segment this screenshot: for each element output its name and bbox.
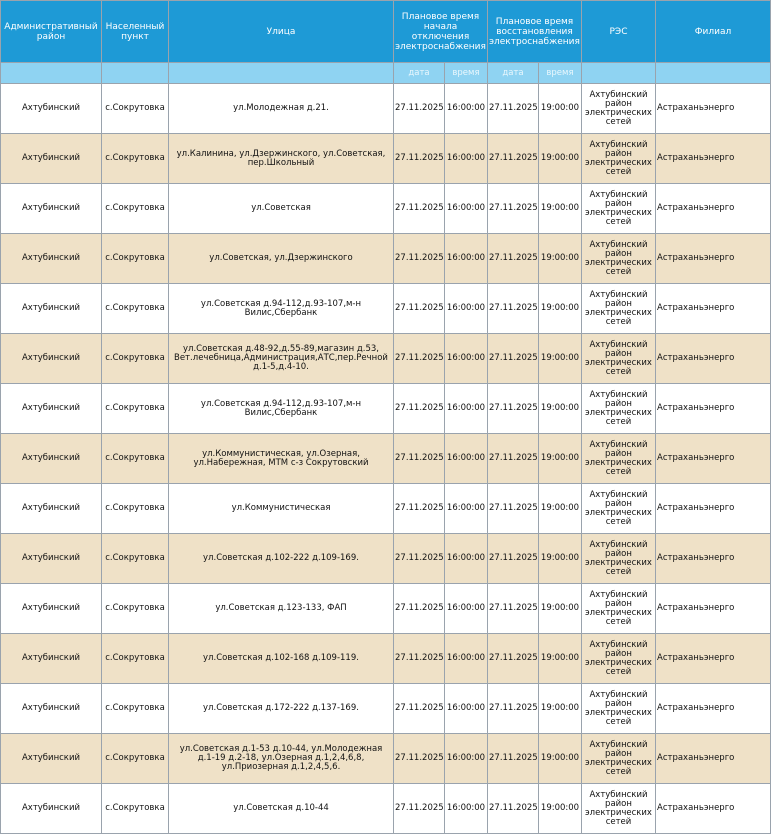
cell-off-time: 16:00:00 xyxy=(445,134,488,184)
table-row xyxy=(1,334,771,384)
cell-on-date: 27.11.2025 xyxy=(488,634,539,684)
cell-on-time: 19:00:00 xyxy=(539,584,582,634)
cell-street: ул.Советская д.10-44 xyxy=(169,784,394,834)
table-row xyxy=(1,684,771,734)
cell-street: ул.Коммунистическая, ул.Озерная, ул.Набережная, МТМ с-з Сокрутовский xyxy=(169,434,394,484)
cell-district: Ахтубинский xyxy=(1,484,102,534)
cell-off-date: 27.11.2025 xyxy=(394,184,445,234)
cell-district: Ахтубинский xyxy=(1,534,102,584)
cell-off-time: 16:00:00 xyxy=(445,634,488,684)
cell-off-time: 16:00:00 xyxy=(445,284,488,334)
cell-off-time: 16:00:00 xyxy=(445,734,488,784)
cell-off-date: 27.11.2025 xyxy=(394,134,445,184)
table-header xyxy=(1,1,771,84)
cell-on-date: 27.11.2025 xyxy=(488,584,539,634)
cell-district: Ахтубинский xyxy=(1,684,102,734)
cell-district: Ахтубинский xyxy=(1,84,102,134)
cell-res: Ахтубинский район электрических сетей xyxy=(582,384,656,434)
cell-settlement: с.Сокрутовка xyxy=(102,234,169,284)
cell-off-date: 27.11.2025 xyxy=(394,584,445,634)
cell-district: Ахтубинский xyxy=(1,584,102,634)
cell-street: ул.Советская д.172-222 д.137-169. xyxy=(169,684,394,734)
cell-settlement: с.Сокрутовка xyxy=(102,334,169,384)
cell-street: ул.Советская д.94-112,д.93-107,м-н Вилис,Сбербанк xyxy=(169,284,394,334)
cell-off-time: 16:00:00 xyxy=(445,234,488,284)
cell-on-date: 27.11.2025 xyxy=(488,184,539,234)
cell-on-date: 27.11.2025 xyxy=(488,134,539,184)
cell-settlement: с.Сокрутовка xyxy=(102,584,169,634)
cell-res: Ахтубинский район электрических сетей xyxy=(582,534,656,584)
cell-res: Ахтубинский район электрических сетей xyxy=(582,334,656,384)
cell-branch: Астраханьэнерго xyxy=(656,334,771,384)
cell-branch: Астраханьэнерго xyxy=(656,434,771,484)
cell-off-date: 27.11.2025 xyxy=(394,84,445,134)
cell-district: Ахтубинский xyxy=(1,334,102,384)
cell-res: Ахтубинский район электрических сетей xyxy=(582,584,656,634)
cell-off-time: 16:00:00 xyxy=(445,334,488,384)
subheader-empty xyxy=(1,63,102,84)
cell-on-time: 19:00:00 xyxy=(539,684,582,734)
cell-settlement: с.Сокрутовка xyxy=(102,134,169,184)
cell-off-date: 27.11.2025 xyxy=(394,434,445,484)
cell-off-time: 16:00:00 xyxy=(445,484,488,534)
col-header-planned-restore: Плановое время восстановления электроснабжения xyxy=(488,1,582,63)
cell-settlement: с.Сокрутовка xyxy=(102,784,169,834)
cell-branch: Астраханьэнерго xyxy=(656,484,771,534)
cell-res: Ахтубинский район электрических сетей xyxy=(582,684,656,734)
cell-district: Ахтубинский xyxy=(1,384,102,434)
col-header-settlement: Населенный пункт xyxy=(102,1,169,63)
cell-branch: Астраханьэнерго xyxy=(656,534,771,584)
col-header-branch: Филиал xyxy=(656,1,771,63)
cell-res: Ахтубинский район электрических сетей xyxy=(582,134,656,184)
cell-off-time: 16:00:00 xyxy=(445,84,488,134)
cell-on-time: 19:00:00 xyxy=(539,234,582,284)
cell-district: Ахтубинский xyxy=(1,184,102,234)
cell-on-time: 19:00:00 xyxy=(539,284,582,334)
cell-street: ул.Советская, ул.Дзержинского xyxy=(169,234,394,284)
cell-on-date: 27.11.2025 xyxy=(488,284,539,334)
cell-street: ул.Советская д.102-222 д.109-169. xyxy=(169,534,394,584)
table-row xyxy=(1,134,771,184)
cell-branch: Астраханьэнерго xyxy=(656,184,771,234)
cell-district: Ахтубинский xyxy=(1,284,102,334)
cell-off-date: 27.11.2025 xyxy=(394,684,445,734)
cell-settlement: с.Сокрутовка xyxy=(102,534,169,584)
table-row xyxy=(1,434,771,484)
cell-on-date: 27.11.2025 xyxy=(488,334,539,384)
cell-res: Ахтубинский район электрических сетей xyxy=(582,184,656,234)
cell-on-date: 27.11.2025 xyxy=(488,684,539,734)
cell-settlement: с.Сокрутовка xyxy=(102,734,169,784)
col-header-res: РЭС xyxy=(582,1,656,63)
table-row xyxy=(1,584,771,634)
cell-off-date: 27.11.2025 xyxy=(394,334,445,384)
cell-district: Ахтубинский xyxy=(1,134,102,184)
cell-district: Ахтубинский xyxy=(1,434,102,484)
subheader-empty xyxy=(169,63,394,84)
cell-on-time: 19:00:00 xyxy=(539,334,582,384)
cell-branch: Астраханьэнерго xyxy=(656,384,771,434)
subheader-empty xyxy=(656,63,771,84)
cell-street: ул.Советская xyxy=(169,184,394,234)
cell-street: ул.Молодежная д.21. xyxy=(169,84,394,134)
subheader-off-date: дата xyxy=(394,63,445,84)
cell-branch: Астраханьэнерго xyxy=(656,84,771,134)
cell-off-date: 27.11.2025 xyxy=(394,234,445,284)
cell-on-time: 19:00:00 xyxy=(539,634,582,684)
cell-off-time: 16:00:00 xyxy=(445,584,488,634)
cell-res: Ахтубинский район электрических сетей xyxy=(582,434,656,484)
cell-off-date: 27.11.2025 xyxy=(394,734,445,784)
cell-res: Ахтубинский район электрических сетей xyxy=(582,234,656,284)
cell-street: ул.Коммунистическая xyxy=(169,484,394,534)
cell-street: ул.Советская д.123-133, ФАП xyxy=(169,584,394,634)
cell-district: Ахтубинский xyxy=(1,734,102,784)
cell-res: Ахтубинский район электрических сетей xyxy=(582,634,656,684)
subheader-on-date: дата xyxy=(488,63,539,84)
table-row xyxy=(1,484,771,534)
col-header-district: Административный район xyxy=(1,1,102,63)
table-row xyxy=(1,284,771,334)
cell-settlement: с.Сокрутовка xyxy=(102,384,169,434)
cell-street: ул.Советская д.1-53 д.10-44, ул.Молодежная д.1-19 д.2-18, ул.Озерная д.1,2,4,6,8, ул.Приозерная д.1,2,4,5,6. xyxy=(169,734,394,784)
cell-off-time: 16:00:00 xyxy=(445,784,488,834)
table-row xyxy=(1,184,771,234)
cell-street: ул.Советская д.102-168 д.109-119. xyxy=(169,634,394,684)
cell-settlement: с.Сокрутовка xyxy=(102,284,169,334)
col-header-street: Улица xyxy=(169,1,394,63)
cell-branch: Астраханьэнерго xyxy=(656,584,771,634)
cell-on-date: 27.11.2025 xyxy=(488,484,539,534)
table-row xyxy=(1,384,771,434)
cell-branch: Астраханьэнерго xyxy=(656,784,771,834)
cell-res: Ахтубинский район электрических сетей xyxy=(582,734,656,784)
cell-off-date: 27.11.2025 xyxy=(394,384,445,434)
cell-on-time: 19:00:00 xyxy=(539,784,582,834)
cell-on-time: 19:00:00 xyxy=(539,184,582,234)
cell-on-date: 27.11.2025 xyxy=(488,734,539,784)
table-row xyxy=(1,534,771,584)
cell-branch: Астраханьэнерго xyxy=(656,134,771,184)
cell-off-time: 16:00:00 xyxy=(445,184,488,234)
table-body xyxy=(1,84,771,834)
cell-off-time: 16:00:00 xyxy=(445,384,488,434)
cell-on-time: 19:00:00 xyxy=(539,734,582,784)
subheader-off-time: время xyxy=(445,63,488,84)
cell-off-date: 27.11.2025 xyxy=(394,784,445,834)
cell-on-time: 19:00:00 xyxy=(539,534,582,584)
subheader-on-time: время xyxy=(539,63,582,84)
cell-on-date: 27.11.2025 xyxy=(488,434,539,484)
subheader-empty xyxy=(582,63,656,84)
subheader-empty xyxy=(102,63,169,84)
table-row xyxy=(1,734,771,784)
cell-off-time: 16:00:00 xyxy=(445,684,488,734)
table-row xyxy=(1,234,771,284)
cell-street: ул.Советская д.94-112,д.93-107,м-н Вилис,Сбербанк xyxy=(169,384,394,434)
cell-settlement: с.Сокрутовка xyxy=(102,484,169,534)
cell-off-time: 16:00:00 xyxy=(445,534,488,584)
cell-on-time: 19:00:00 xyxy=(539,384,582,434)
cell-off-date: 27.11.2025 xyxy=(394,484,445,534)
col-header-planned-off: Плановое время начала отключения электроснабжения xyxy=(394,1,488,63)
cell-settlement: с.Сокрутовка xyxy=(102,634,169,684)
cell-branch: Астраханьэнерго xyxy=(656,634,771,684)
cell-res: Ахтубинский район электрических сетей xyxy=(582,284,656,334)
cell-on-time: 19:00:00 xyxy=(539,434,582,484)
cell-settlement: с.Сокрутовка xyxy=(102,84,169,134)
cell-res: Ахтубинский район электрических сетей xyxy=(582,84,656,134)
cell-on-time: 19:00:00 xyxy=(539,134,582,184)
cell-on-time: 19:00:00 xyxy=(539,84,582,134)
cell-branch: Астраханьэнерго xyxy=(656,234,771,284)
cell-settlement: с.Сокрутовка xyxy=(102,684,169,734)
cell-res: Ахтубинский район электрических сетей xyxy=(582,784,656,834)
table-row xyxy=(1,634,771,684)
cell-street: ул.Советская д.48-92,д.55-89,магазин д.53, Вет.лечебница,Администрация,АТС,пер.Речной д.1-5,д.4-10. xyxy=(169,334,394,384)
cell-on-time: 19:00:00 xyxy=(539,484,582,534)
cell-branch: Астраханьэнерго xyxy=(656,734,771,784)
cell-off-time: 16:00:00 xyxy=(445,434,488,484)
cell-off-date: 27.11.2025 xyxy=(394,534,445,584)
cell-res: Ахтубинский район электрических сетей xyxy=(582,484,656,534)
cell-on-date: 27.11.2025 xyxy=(488,384,539,434)
cell-off-date: 27.11.2025 xyxy=(394,634,445,684)
cell-street: ул.Калинина, ул.Дзержинского, ул.Советская, пер.Школьный xyxy=(169,134,394,184)
cell-branch: Астраханьэнерго xyxy=(656,684,771,734)
cell-district: Ахтубинский xyxy=(1,234,102,284)
cell-on-date: 27.11.2025 xyxy=(488,84,539,134)
cell-settlement: с.Сокрутовка xyxy=(102,184,169,234)
cell-district: Ахтубинский xyxy=(1,634,102,684)
table-row xyxy=(1,84,771,134)
cell-branch: Астраханьэнерго xyxy=(656,284,771,334)
cell-settlement: с.Сокрутовка xyxy=(102,434,169,484)
cell-district: Ахтубинский xyxy=(1,784,102,834)
cell-on-date: 27.11.2025 xyxy=(488,784,539,834)
cell-on-date: 27.11.2025 xyxy=(488,234,539,284)
table-row xyxy=(1,784,771,834)
cell-off-date: 27.11.2025 xyxy=(394,284,445,334)
cell-on-date: 27.11.2025 xyxy=(488,534,539,584)
